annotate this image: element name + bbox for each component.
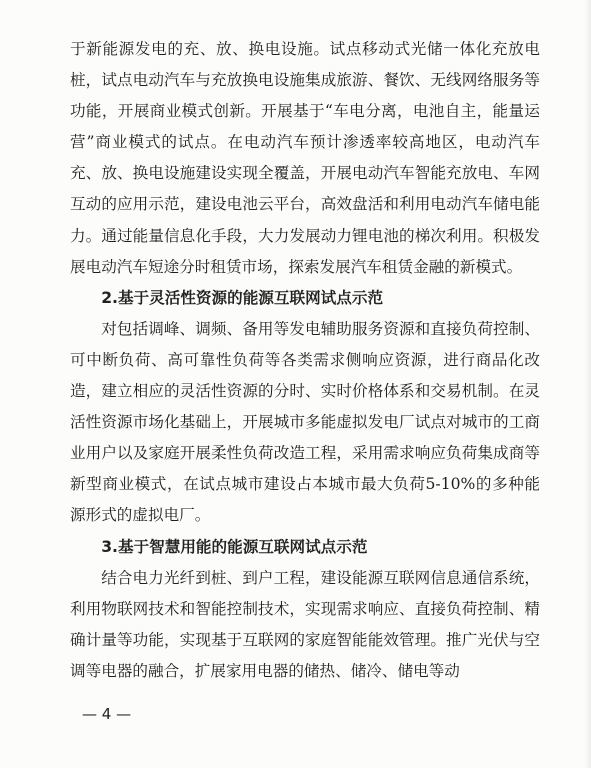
- page-number: — 4 —: [82, 705, 132, 723]
- section-heading-3: 3.基于智慧用能的能源互联网试点示范: [101, 537, 368, 556]
- paragraph-section-3: 结合电力光纤到桩、到户工程，建设能源互联网信息通信系统，利用物联网技术和智能控制技术，实现需求响应、直接负荷控制、精确计量等功能，实现基于互联网的家庭智能能效管理。推广光伏与空调等电器的融合，扩展家用电器的储热、储冷、储电等动: [70, 568, 540, 680]
- document-body: [70, 34, 540, 687]
- page-edge-shadow: [585, 0, 591, 768]
- paragraph-section-2: 对包括调峰、调频、备用等发电辅助服务资源和直接负荷控制、可中断负荷、高可靠性负荷等各类需求侧响应资源，进行商品化改造，建立相应的灵活性资源的分时、实时价格体系和交易机制。在灵活性资源市场化基础上，开展城市多能虚拟发电厂试点对城市的工商业用户以及家庭开展柔性负荷改造工程，采用需求响应负荷集成商等新型商业模式，在试点城市建设占本城市最大负荷5-10%的多种能源形式的虚拟电厂。: [70, 319, 540, 525]
- paragraph-continued: 于新能源发电的充、放、换电设施。试点移动式光储一体化充放电桩，试点电动汽车与充放换电设施集成旅游、餐饮、无线网络服务等功能，开展商业模式创新。开展基于“车电分离，电池自主，能量运营”商业模式的试点。在电动汽车预计渗透率较高地区，电动汽车充、放、换电设施建设实现全覆盖，开展电动汽车智能充放电、车网互动的应用示范，建设电池云平台，高效盘活和利用电动汽车储电能力。通过能量信息化手段，大力发展动力锂电池的梯次利用。积极发展电动汽车短途分时租赁市场，探索发展汽车租赁金融的新模式。: [70, 40, 540, 276]
- section-heading-2: 2.基于灵活性资源的能源互联网试点示范: [101, 288, 384, 307]
